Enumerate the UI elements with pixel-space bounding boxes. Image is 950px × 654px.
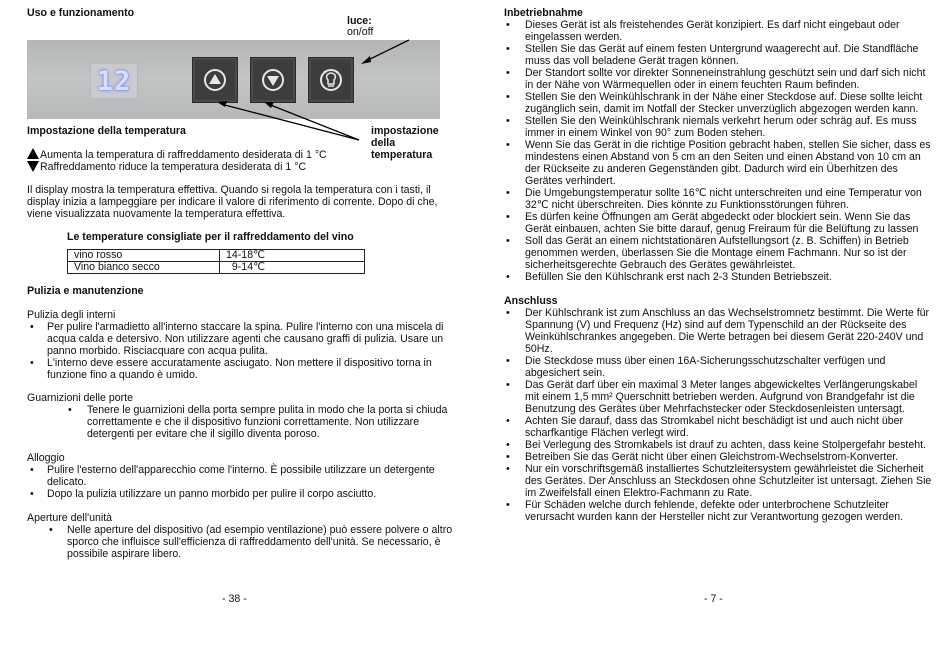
list-item — [47, 321, 443, 357]
impostazione-callout — [371, 125, 451, 161]
callout-line-1: impostazione — [371, 125, 439, 137]
text-line: Die Steckdose muss über einen 16A-Sicherungsschutzschalter verfügen und — [525, 355, 886, 367]
text-line: possibile aspirare libero. — [67, 548, 182, 560]
text-line: Dieses Gerät ist als freistehendes Gerät konzipiert. Es darf nicht eingebaut oder — [525, 19, 900, 31]
text-line: zugänglich sein, damit im Notfall der Stecker unverzüglich abgezogen werden kann. — [525, 103, 919, 115]
section-heading-impostazione: Impostazione della temperatura — [27, 125, 186, 137]
text-line: Betreiben Sie das Gerät nicht über einen Gleichstrom-Wechselstrom-Konverter. — [525, 451, 899, 463]
bullet-icon: • — [506, 211, 510, 223]
list-item — [525, 499, 903, 523]
text-line: eingelassen werden. — [525, 31, 623, 43]
text-line: muss das voll beladene Gerät tragen können. — [525, 55, 739, 67]
text-line: funzione fino a quando è umido. — [47, 369, 198, 381]
bullet-icon: • — [506, 67, 510, 79]
subheading-guarnizioni: Guarnizioni delle porte — [27, 392, 133, 404]
bullet-icon: • — [506, 379, 510, 391]
table-cell-temp: 9-14℃ — [220, 262, 365, 274]
list-item — [525, 463, 931, 499]
right-page — [475, 0, 950, 654]
bullet-icon: • — [506, 415, 510, 427]
text-line: Weinkühlschrankes angegeben. Die Werte betragen bei diesem Gerät 220-240V und — [525, 331, 924, 343]
list-item — [525, 271, 832, 283]
list-item — [525, 91, 922, 115]
text-line: 32℃ nicht überschreiten. Dies könnte zu Funktionsstörungen führen. — [525, 199, 850, 211]
text-line: Befüllen Sie den Kühlschrank erst nach 2-3 Stunden Betriebszeit. — [525, 271, 832, 283]
bullet-icon: • — [506, 451, 510, 463]
list-item — [525, 355, 885, 379]
section-heading-pulizia: Pulizia e manutenzione — [27, 285, 144, 297]
subheading-aperture: Aperture dell'unità — [27, 512, 113, 524]
text-line: panno morbido. Risciacquare con acqua pulita. — [47, 345, 268, 357]
text-line: Tenere le guarnizioni della porta sempre pulita in modo che la porta si chiuda — [87, 404, 448, 416]
list-item — [47, 488, 376, 500]
text-line: mindestens einen Abstand von 5 cm an den Seiten und einen Abstand von 10 cm an — [525, 151, 921, 163]
text-line: im Zweifelsfall einen Elektro-Fachmann zu Rate. — [525, 487, 753, 499]
text-line: immer in einem Winkel von 90° zum Boden stehen. — [525, 127, 766, 139]
bullet-icon: • — [506, 91, 510, 103]
bullet-icon: • — [506, 499, 510, 511]
section-heading-anschluss: Anschluss — [504, 295, 558, 307]
list-item — [525, 235, 909, 271]
list-item — [525, 115, 916, 139]
text-line: Il display mostra la temperatura effettiva. Quando si regola la temperatura con i tasti, il — [27, 184, 431, 196]
down-triangle-icon — [27, 161, 39, 172]
bullet-icon: • — [30, 357, 34, 369]
text-line: scharfkantige Flächen verlegt wird. — [525, 427, 689, 439]
wine-temperature-table — [67, 249, 365, 274]
text-line: viene visualizzata nuovamente la temperatura effettiva. — [27, 208, 286, 220]
bullet-icon: • — [30, 321, 34, 333]
text-line: Gerätes verhindert. — [525, 175, 616, 187]
bullet-icon: • — [506, 271, 510, 283]
temp-up-text: Aumenta la temperatura di raffreddamento desiderata di 1 °C — [40, 149, 327, 161]
text-line: Per pulire l'armadietto all'interno staccare la spina. Pulire l'interno con una miscela di — [47, 321, 444, 333]
text-line: Der Kühlschrank ist zum Anschluss an das Wechselstromnetz bestimmt. Die Werte für — [525, 307, 930, 319]
list-item — [525, 139, 931, 187]
bullet-icon: • — [506, 463, 510, 475]
list-item — [525, 211, 918, 235]
subheading-interni: Pulizia degli interni — [27, 309, 116, 321]
bullet-icon: • — [506, 355, 510, 367]
luce-label: luce: — [347, 15, 372, 27]
text-line: delicato. — [47, 476, 87, 488]
luce-sublabel: on/off — [347, 26, 374, 38]
bullet-icon: • — [30, 488, 34, 500]
text-line: Dopo la pulizia utilizzare un panno morbido per pulire il corpo asciutto. — [47, 488, 377, 500]
text-line: Das Gerät darf über ein maximal 3 Meter langes abgewickeltes Verlängerungskabel — [525, 379, 918, 391]
table-row — [68, 250, 365, 262]
bullet-icon: • — [506, 19, 510, 31]
display-digits: 12 — [96, 66, 132, 97]
text-line: des Gerätes. Der Anschluss an Steckdosen ohne Schutzleiter ist untersagt. Ziehen Sie — [525, 475, 932, 487]
text-line: sporco che influisce sull'efficienza di raffreddamento dell'unità. Se necessario, è — [67, 536, 441, 548]
page-number-left: - 38 - — [222, 593, 247, 605]
text-line: display inizia a lampeggiare per indicare il valore di riferimento di corrente. Dopo di che, — [27, 196, 438, 208]
text-line: Achten Sie darauf, dass das Stromkabel nicht beschädigt ist und auch nicht über — [525, 415, 904, 427]
bullet-icon: • — [506, 139, 510, 151]
text-line: correttamente e che il dispositivo funzioni correttamente. Non utilizzare — [87, 416, 420, 428]
text-line: in der Nähe von Wärmequellen oder in einem feuchten Raum befinden. — [525, 79, 860, 91]
text-line: Nur ein vorschriftsgemäß installiertes Schutzleitersystem gewährleistet die Sicherheit — [525, 463, 924, 475]
list-item — [525, 379, 917, 415]
text-line: genommen werden, überlassen Sie die Montage einem Fachmann. Nur so ist der — [525, 247, 907, 259]
section-heading-inbetriebnahme: Inbetriebnahme — [504, 7, 583, 19]
text-line: Pulire l'esterno dell'apparecchio come l'interno. È possibile utilizzare un detergente — [47, 464, 435, 476]
text-line: der Rückseite zu anderen Gegenständen gibt. Dadurch wird ein Überhitzen des — [525, 163, 898, 175]
text-line: Der Standort sollte vor direkter Sonneneinstrahlung geschützt sein und darf sich nicht — [525, 67, 926, 79]
text-line: Stellen Sie das Gerät auf einem festen Untergrund waagerecht auf. Die Standfläche — [525, 43, 919, 55]
text-line: L'interno deve essere accuratamente asciugato. Non mettere il dispositivo torna in — [47, 357, 432, 369]
up-triangle-icon — [27, 148, 39, 159]
bullet-icon: • — [506, 187, 510, 199]
list-item — [47, 357, 432, 381]
text-line: mit einem 1,5 mm² Querschnitt betrieben werden. Aufgrund von Brandgefahr ist die — [525, 391, 915, 403]
bullet-icon: • — [68, 404, 72, 416]
bullet-icon: • — [506, 307, 510, 319]
text-line: Soll das Gerät an einem nichtstationären Aufstellungsort (z. B. Schiffen) in Betrieb — [525, 235, 909, 247]
list-item — [525, 43, 918, 67]
text-line: acqua calda e detersivo. Non utilizzare agenti che causano graffi di pulizia. Usare un — [47, 333, 444, 345]
text-line: Für Schäden welche durch fehlende, defekte oder unterbrochene Schutzleiter — [525, 499, 889, 511]
text-line: detergenti per evitare che il sigillo diventa poroso. — [87, 428, 320, 440]
subheading-alloggio: Alloggio — [27, 452, 65, 464]
callout-line-3: temperatura — [371, 149, 433, 161]
bullet-icon: • — [506, 115, 510, 127]
table-cell-temp: 14-18℃ — [220, 250, 365, 262]
text-line: Wenn Sie das Gerät in die richtige Position gebracht haben, stellen Sie sicher, dass es — [525, 139, 931, 151]
text-line: Stellen Sie den Weinkühlschrank in der Nähe einer Steckdose auf. Diese sollte leicht — [525, 91, 923, 103]
text-line: verursacht wurden kann der Hersteller nicht zur Verantwortung gezogen werden. — [525, 511, 904, 523]
bullet-icon: • — [506, 439, 510, 451]
text-line: Die Umgebungstemperatur sollte 16℃ nicht unterschreiten und eine Temperatur von — [525, 187, 922, 199]
list-item — [525, 187, 922, 211]
list-item — [525, 307, 929, 355]
display-paragraph — [27, 184, 437, 220]
text-line: Spannung (V) und Frequenz (Hz) sind auf dem Typenschild an der Rückseite des — [525, 319, 907, 331]
list-item — [525, 67, 925, 91]
bullet-icon: • — [49, 524, 53, 536]
page-number-right: - 7 - — [704, 593, 723, 605]
list-item — [67, 524, 452, 560]
text-line: Bei Verlegung des Stromkabels ist drauf zu achten, dass keine Stolpergefahr besteht. — [525, 439, 927, 451]
list-item — [525, 439, 926, 451]
callout-line-2: della — [371, 137, 396, 149]
list-item — [525, 451, 898, 463]
bullet-icon: • — [506, 235, 510, 247]
text-line: Stellen Sie den Weinkühlschrank niemals verkehrt herum oder schräg auf. Es muss — [525, 115, 917, 127]
list-item — [525, 415, 903, 439]
table-cell-wine: Vino bianco secco — [68, 262, 220, 274]
text-line: Es dürfen keine Öffnungen am Gerät abgedeckt oder blockiert sein. Wenn Sie das — [525, 211, 911, 223]
bullet-icon: • — [30, 464, 34, 476]
text-line: 50Hz. — [525, 343, 553, 355]
text-line: sicherheitsgerechte Gebrauch des Gerätes gewährleistet. — [525, 259, 796, 271]
text-line: Gerät einbauen, achten Sie bitte darauf, genug Freiraum für die Belüftung zu lassen — [525, 223, 919, 235]
temp-down-text: Raffreddamento riduce la temperatura desiderata di 1 °C — [40, 161, 307, 173]
text-line: Nelle aperture del dispositivo (ad esempio ventilazione) può essere polvere o altro — [67, 524, 453, 536]
text-line: abgesichert sein. — [525, 367, 606, 379]
table-title: Le temperature consigliate per il raffreddamento del vino — [67, 231, 354, 243]
list-item — [525, 19, 900, 43]
section-heading-uso: Uso e funzionamento — [27, 7, 135, 19]
table-cell-wine: vino rosso — [68, 250, 220, 262]
bullet-icon: • — [506, 43, 510, 55]
table-row — [68, 262, 365, 274]
list-item — [87, 404, 447, 440]
list-item — [47, 464, 435, 488]
text-line: Benutzung des Gerätes über Mehrfachstecker oder Steckdosenleisten untersagt. — [525, 403, 905, 415]
